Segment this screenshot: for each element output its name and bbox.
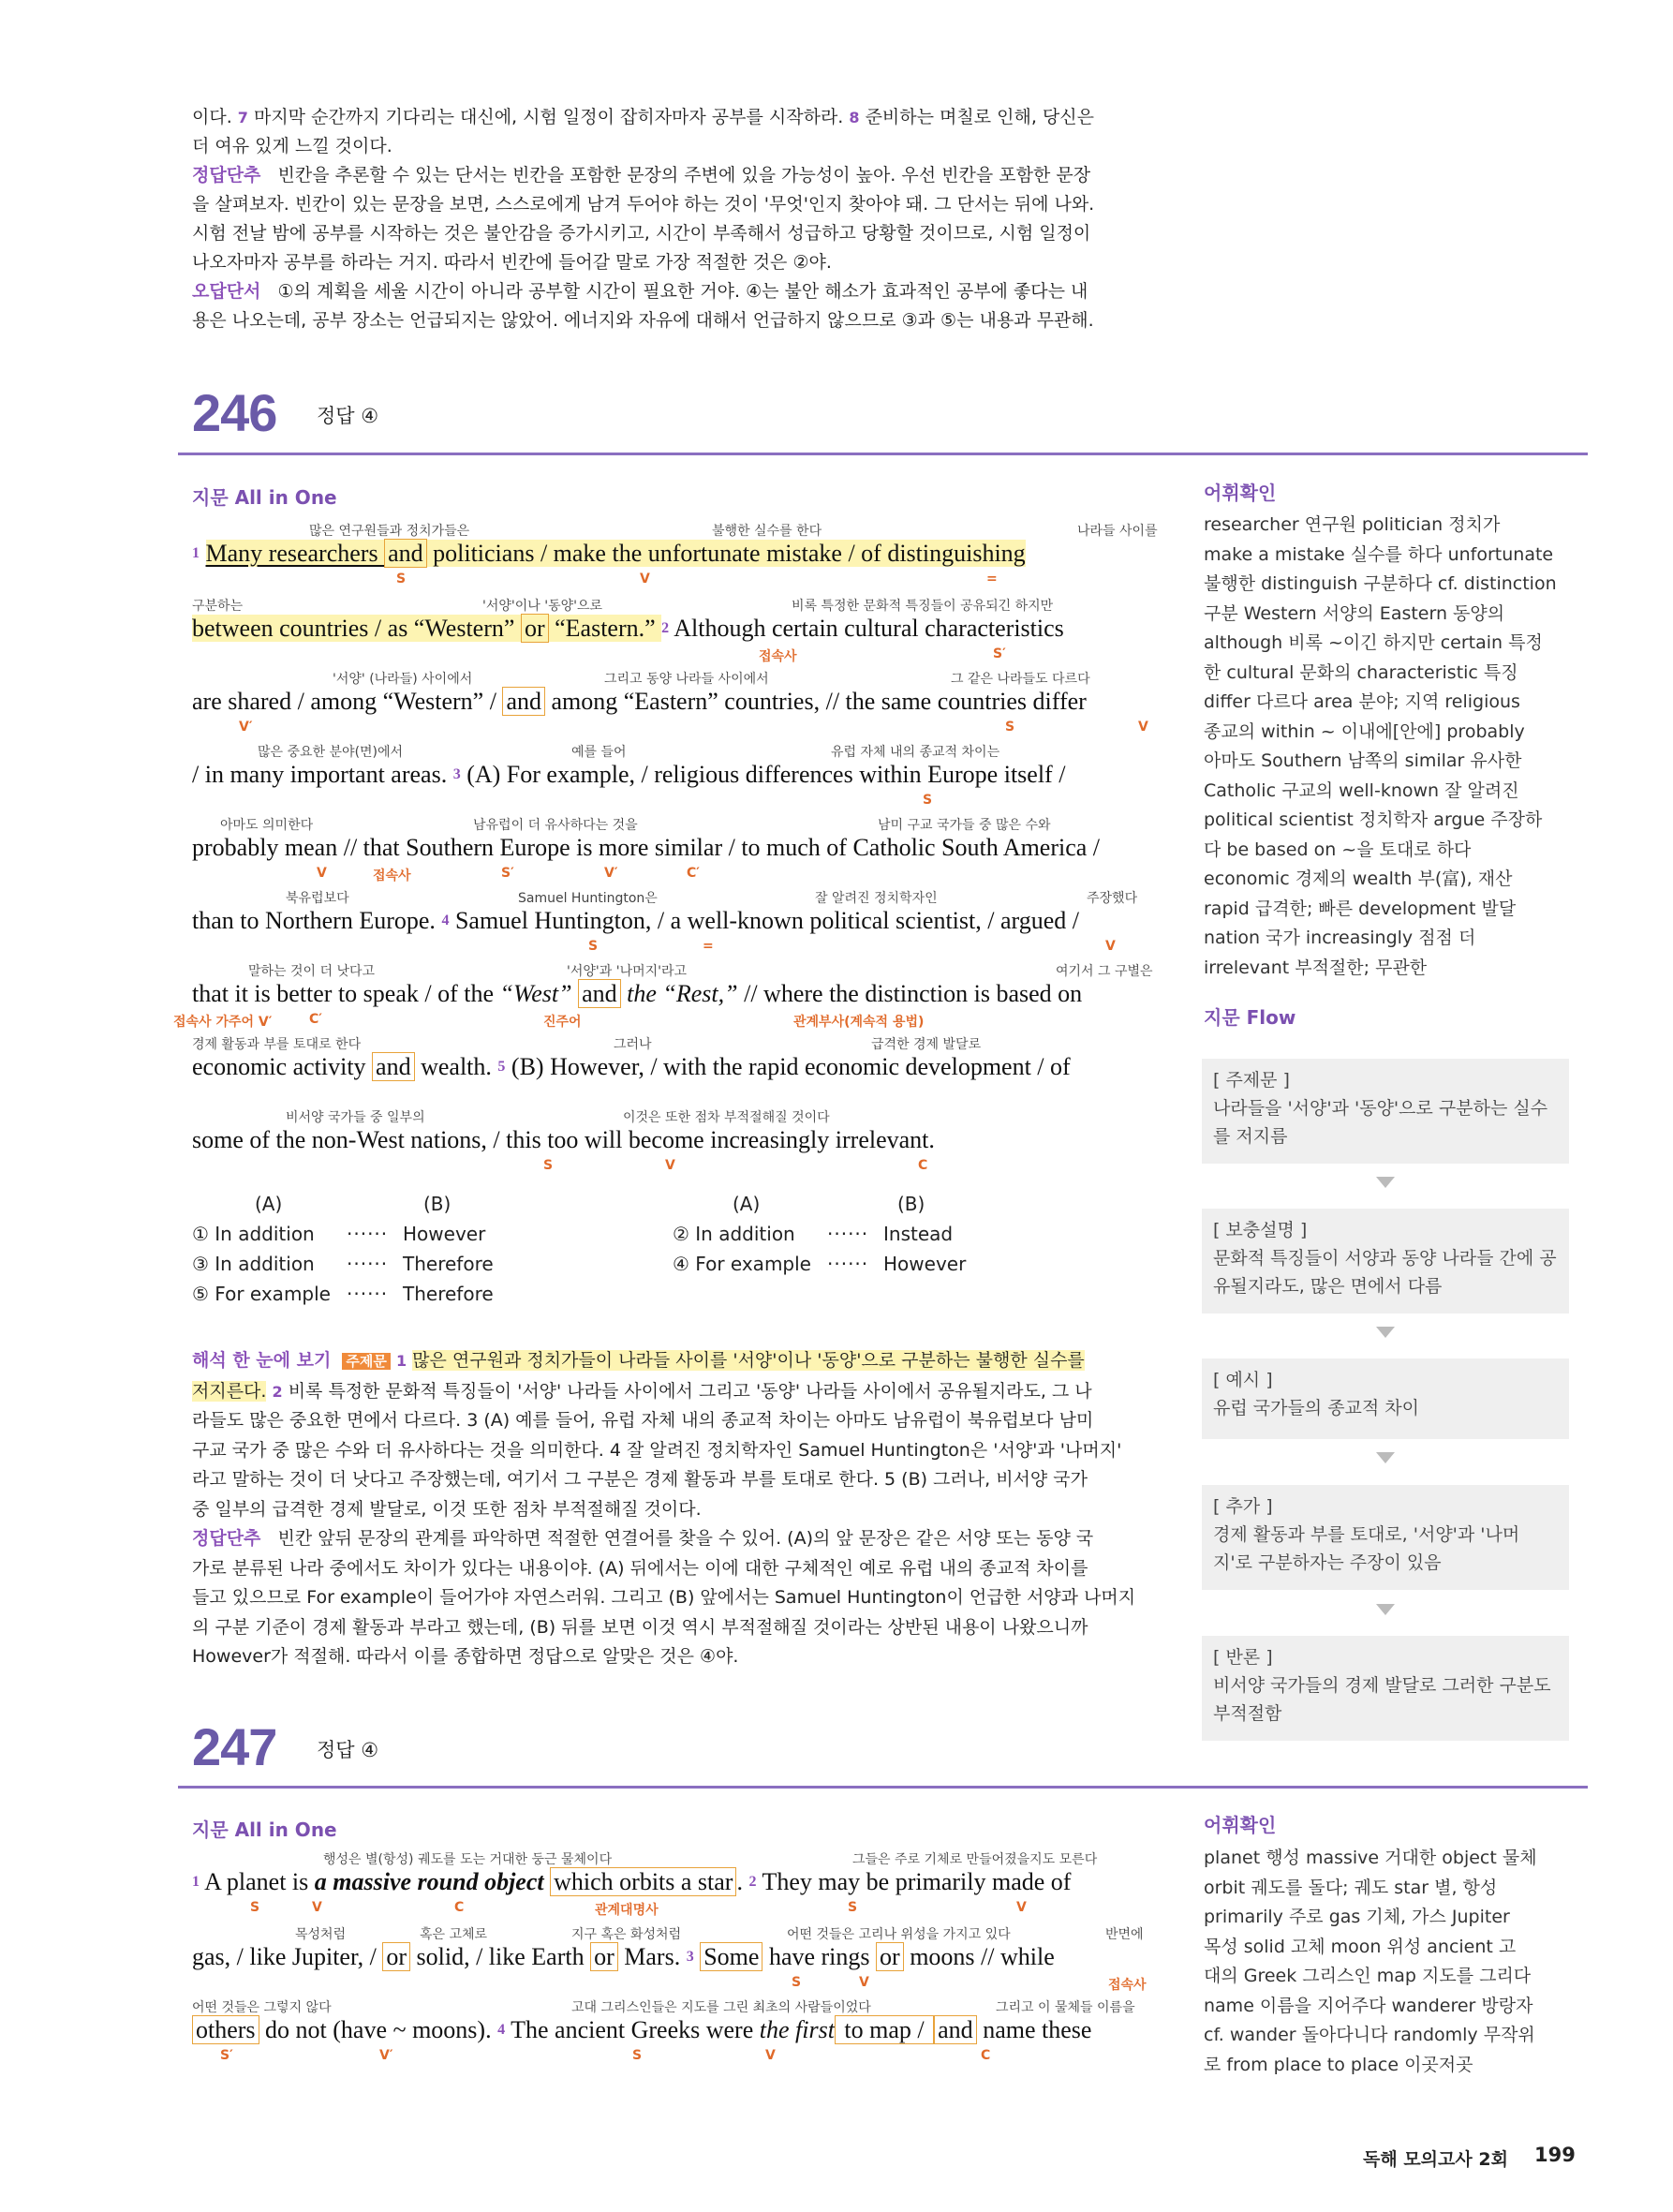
gloss: 남미 구교 국가들 중 많은 수와 [878, 818, 1051, 833]
gloss: 남유럽이 더 유사하다는 것을 [473, 818, 638, 833]
text: They may be primarily made of [756, 1868, 1072, 1895]
sentence-number: 7 [237, 109, 248, 126]
conjunction-box: or [382, 1942, 410, 1971]
down-arrow-icon [1376, 1327, 1395, 1338]
choice-1[interactable] [192, 1223, 486, 1245]
text: ······ [347, 1253, 389, 1275]
text: Therefore [403, 1253, 494, 1275]
text: 을 살펴보자. 빈칸이 있는 문장을 보면, 스스로에게 남겨 두어야 하는 것이 '무엇'인지 찾아야 돼. 그 단서는 뒤에 나와. [192, 194, 1095, 215]
choice-3[interactable] [192, 1253, 494, 1275]
choice-4[interactable] [673, 1253, 967, 1275]
answer-label: 정답 ④ [317, 1739, 379, 1761]
sentence-line [192, 1051, 1071, 1083]
flow-text: 경제 활동과 부를 토대로, '서양'과 '나머지'로 구분하자는 주장이 있음 [1213, 1524, 1520, 1573]
role-label: C [981, 2048, 991, 2063]
flow-text: 문화적 특징들이 서양과 동양 나라들 간에 공유될지라도, 많은 면에서 다름 [1213, 1248, 1557, 1297]
gloss: 그 같은 나라들도 다르다 [951, 672, 1090, 687]
gloss: 경제 활동과 부를 토대로 한다 [192, 1037, 362, 1052]
section-title: 지문 All in One [192, 1819, 337, 1841]
text: Although certain cultural characteristics [669, 615, 1064, 642]
flow-box [1202, 1485, 1569, 1590]
text: wealth. [414, 1053, 498, 1080]
role-label: V [859, 1975, 869, 1990]
passage-246: 많은 연구원들과 정치가들은 불행한 실수를 한다 나라들 사이를 $^1$ Many researchers and politicians / make the unfortunate mistake / of distinguishing S V = 구분하는 '서양'이나 '동양'으로 비록 특정한 문화적 특징들이 공유되긴 하지만 between countries / as “Western” or “Eastern.” $^2$ Although certain cultural characteristics 접속사 S′ '서양' (나라들) 사이에서 그리고 동양 나라들 사이에서 그 같은 나라들도 다르다 are shared / among “Western” / and among “Eastern” countries, // the same countries differ V′ S V 많은 중요한 분야(면)에서 예를 들어 유럽 자체 내의 종교적 차이는 / in many important areas. $^3$ (A) For example, / religious differences within Europe itself / S 아마도 의미한다 남유럽이 더 유사하다는 것을 남미 구교 국가들 중 많은 수와 probably mean // that Southern Europe is more similar / to much of Catholic South America / V 접속사 S′ V′ C′ 북유럽보다 Samuel Huntington은 잘 알려진 정치학자인 주장했다 than to Northern Europe. $^4$ Samuel Huntington, / a well-known political scientist, / argued / S = V 말하는 것이 더 낫다고 '서양'과 '나머지'라고 여기서 그 구별은 that it is better to speak / of the “West” and the “Rest,” // where the distinction is based on 접속사 가주어 V′ C′ 진주어 관계부사(계속적 용법) 경제 활동과 부를 토대로 한다 그러나 급격한 경제 발달로 economic activity and wealth. $^5$ (B) However, / with the rapid economic development / of 비서양 국가들 중 일부의 이것은 또한 점차 부적절해질 것이다 some of the non-West nations, / this too will become increasingly irrelevant. S V C [192, 513, 1176, 1169]
text: 라들도 많은 중요한 면에서 다르다. 3 (A) 예를 들어, 유럽 자체 내의 종교적 차이는 아마도 남유럽이 북유럽보다 남미 [192, 1410, 1094, 1431]
vocab-line: orbit 궤도를 돌다; 궤도 star 별, 항성 [1204, 1877, 1498, 1898]
sentence-number: 4 [441, 913, 450, 928]
text: (A) For example, / religious differences within Europe itself / [460, 761, 1066, 788]
text: ⑤ For example [192, 1283, 331, 1305]
role-label: S′ [993, 646, 1006, 661]
gloss: '서양'이나 '동양'으로 [482, 599, 603, 614]
gloss: 고대 그리스인들은 지도를 그린 최초의 사람들이었다 [571, 2000, 871, 2015]
role-label: 관계부사(계속적 용법) [793, 1015, 925, 1030]
role-label: S [588, 939, 599, 954]
sentence-number: 5 [497, 1059, 506, 1075]
sentence-line: probably mean // that Southern Europe is more similar / to much of Catholic South America / [192, 834, 1101, 861]
text: ① In addition [192, 1223, 315, 1245]
flow-tag: [ 반론 ] [1213, 1647, 1273, 1668]
vocab-line: 다 be based on ~을 토대로 하다 [1204, 839, 1472, 860]
conjunction-box: and [578, 979, 621, 1008]
text: 가로 분류된 나라 중에서도 차이가 있다는 내용이야. (A) 뒤에서는 이에 대한 구체적인 예로 유럽 내의 종교적 차이를 [192, 1557, 1088, 1579]
choice-header: (B) [423, 1193, 452, 1215]
topic-badge: 주제문 [342, 1353, 390, 1370]
sentence-number: 4 [497, 2022, 506, 2038]
text: 많은 연구원과 정치가들이 나라들 사이를 '서양'이나 '동양'으로 구분하는 불행한 실수를 [412, 1350, 1085, 1371]
conjunction-box: and [384, 539, 427, 568]
passage-247 [192, 1844, 1176, 2087]
vocab-line: nation 국가 increasingly 점점 더 [1204, 928, 1476, 948]
gloss: 행성은 별(항성) 궤도를 도는 거대한 둥근 물체이다 [323, 1852, 613, 1867]
vocab-title: 어휘확인 [1204, 1814, 1277, 1836]
gloss: 많은 연구원들과 정치가들은 [309, 524, 470, 539]
gloss: 주장했다 [1087, 891, 1138, 906]
text: / in many important areas. [192, 761, 453, 788]
text: 빈칸을 추론할 수 있는 단서는 빈칸을 포함한 문장의 주변에 있을 가능성이 높아. 우선 빈칸을 포함한 문장 [277, 165, 1091, 186]
text: ② In addition [673, 1223, 795, 1245]
role-label: S′ [501, 866, 514, 881]
divider [178, 1786, 1588, 1789]
vocab-line: 한 cultural 문화의 characteristic 특징 [1204, 661, 1518, 683]
role-label: V′ [239, 720, 253, 735]
text: the first [759, 2016, 835, 2043]
text: 들고 있으므로 For example이 들어가야 자연스러워. 그리고 (B) 앞에서는 Samuel Huntington이 언급한 서양과 나머지 [192, 1587, 1136, 1608]
gloss: 많은 중요한 분야(면)에서 [258, 745, 404, 760]
vocab-line: planet 행성 massive 거대한 object 물체 [1204, 1848, 1537, 1868]
role-label: S′ [220, 2048, 233, 2063]
role-label: S [1005, 720, 1015, 735]
gloss: 불행한 실수를 한다 [712, 524, 822, 539]
text: However [403, 1223, 486, 1245]
conjunction-box: or [876, 1942, 904, 1971]
text: between countries / as “Western” [192, 615, 521, 642]
role-label: 접속사 [759, 649, 797, 664]
page-number: 199 [1534, 2144, 1576, 2166]
wrong-label: 오답단서 [192, 281, 261, 302]
text: 의 구분 기준이 경제 활동과 부라고 했는데, (B) 뒤를 보면 이것 역시 부적절해질 것이라는 상반된 내용이 나왔으니까 [192, 1616, 1088, 1638]
conjunction-box: or [521, 614, 549, 643]
gloss: '서양' (나라들) 사이에서 [333, 672, 473, 687]
text: do not (have ~ moons). [259, 2016, 498, 2043]
role-label: S [923, 793, 933, 808]
text: ······ [347, 1283, 389, 1305]
gloss: 이것은 또한 점차 부적절해질 것이다 [623, 1110, 830, 1125]
summary-block: 해석 한 눈에 보기 주제문 $^1$ 많은 연구원과 정치가들이 나라들 사이를 '서양'이나 '동양'으로 구분하는 불행한 실수를 저지른다. $^2$ 비록 특정한 문화적 특징들이 '서양' 나라들 사이에서 그리고 '동양' 나라들 사이에서 공유될지라도, 그 나 라들도 많은 중요한 면에서 다르다. 3 (A) 예를 들어, 유럽 자체 내의 종교적 차이는 아마도 남유럽이 북유럽보다 남미 구교 국가 중 많은 수와 더 유사하다는 것을 의미한다. 4 잘 알려진 정치학자인 Samuel Huntington은 '서양'과 '나머지' 라고 말하는 것이 더 낫다고 주장했는데, 여기서 그 구분은 경제 활동과 부를 토대로 한다. 5 (B) 그러나, 비서양 국가 중 일부의 급격한 경제 발달로, 이것 또한 점차 부적절해질 것이다. 정답단추 빈칸 앞뒤 문장의 관계를 파악하면 적절한 연결어를 찾을 수 있어. (A)의 앞 문장은 같은 서양 또는 동양 국 가로 분류된 나라 중에서도 차이가 있다는 내용이야. (A) 뒤에서는 이에 대한 구체적인 예로 유럽 내의 종교적 차이를 들고 있으므로 For example이 들어가야 자연스러워. 그리고 (B) 앞에서는 Samuel Huntington이 언급한 서양과 나머지 의 구분 기준이 경제 활동과 부라고 했는데, (B) 뒤를 보면 이것 역시 부적절해질 것이라는 상반된 내용이 나왔으니까 However가 적절해. 따라서 이를 종합하면 정답으로 알맞은 것은 ④야. [192, 1346, 1176, 1672]
text: are shared / among “Western” / [192, 688, 503, 715]
gloss: 아마도 의미한다 [220, 818, 314, 833]
gloss: 어떤 것들은 그렇지 않다 [192, 2000, 332, 2015]
answer-hint-label: 정답단추 [192, 1528, 261, 1549]
vocab-line: economic 경제의 wealth 부(富), 재산 [1204, 868, 1513, 889]
flow-box [1202, 1209, 1569, 1314]
sentence-line [192, 978, 1082, 1010]
role-label: V [1138, 720, 1148, 735]
gloss: 구분하는 [192, 599, 244, 614]
text: economic activity [192, 1053, 373, 1080]
role-label: C [918, 1158, 928, 1173]
text: 나오자마자 공부를 하라는 거지. 따라서 빈칸에 들어갈 말로 가장 적절한 것은 ②야. [192, 252, 832, 273]
sentence-line [192, 905, 1079, 937]
role-label: C′ [687, 866, 700, 881]
choice-header: (A) [733, 1193, 761, 1215]
role-label: V [312, 1900, 322, 1915]
sentence-line [192, 2014, 1091, 2046]
divider [178, 453, 1588, 455]
text: moons // while [903, 1943, 1055, 1970]
vocab-list [1204, 1844, 1588, 2080]
down-arrow-icon [1376, 1177, 1395, 1188]
text: gas, / like Jupiter, / [192, 1943, 383, 1970]
sentence-number: 3 [452, 766, 461, 782]
role-label: S [792, 1975, 802, 1990]
sentence-line [192, 686, 1087, 718]
vocab-line: 아마도 Southern 남쪽의 similar 유사한 [1204, 750, 1522, 771]
role-label: V [665, 1158, 675, 1173]
vocab-line: cf. wander 돌아다니다 randomly 무작위 [1204, 2025, 1535, 2045]
conjunction-box: and [934, 2015, 977, 2044]
text: (B) However, / with the rapid economic development / of [505, 1053, 1071, 1080]
gloss: Samuel Huntington은 [518, 891, 658, 906]
hint-label: 정답단추 [192, 165, 261, 186]
sentence-line [192, 1941, 1055, 1973]
text: solid, / like Earth [410, 1943, 591, 1970]
role-label: V [765, 2048, 776, 2063]
vocab-line: 로 from place to place 이곳저곳 [1204, 2054, 1473, 2075]
gloss: 북유럽보다 [286, 891, 349, 906]
gloss: 반면에 [1105, 1927, 1144, 1942]
role-label: = [703, 939, 714, 954]
gloss: 잘 알려진 정치학자인 [815, 891, 938, 906]
gloss: 목성처럼 [295, 1927, 347, 1942]
choice-2[interactable] [673, 1223, 954, 1245]
text: “Eastern.” [548, 615, 662, 642]
subject-box: Some [700, 1942, 762, 1971]
text: 더 여유 있게 느낄 것이다. [192, 136, 392, 156]
text: 시험 전날 밤에 공부를 시작하는 것은 불안감을 증가시키고, 시간이 부족해서 성급하고 당황할 것이므로, 시험 일정이 [192, 223, 1091, 244]
role-label: V′ [379, 2048, 393, 2063]
choice-header: (B) [897, 1193, 925, 1215]
conjunction-box: and [372, 1052, 415, 1081]
vocab-line: political scientist 정치학자 argue 주장하 [1204, 809, 1543, 830]
text: ······ [347, 1223, 389, 1245]
gloss: 어떤 것들은 고리나 위성을 가지고 있다 [787, 1927, 1011, 1942]
infinitive-box: to map / [835, 2015, 934, 2044]
text: 빈칸 앞뒤 문장의 관계를 파악하면 적절한 연결어를 찾을 수 있어. (A)의 앞 문장은 같은 서양 또는 동양 국 [277, 1528, 1094, 1549]
gloss: 유럽 자체 내의 종교적 차이는 [831, 745, 1000, 760]
down-arrow-icon [1376, 1452, 1395, 1463]
text: 라고 말하는 것이 더 낫다고 주장했는데, 여기서 그 구분은 경제 활동과 부를 토대로 한다. 5 (B) 그러나, 비서양 국가 [192, 1469, 1088, 1490]
sentence-line [192, 613, 1064, 645]
text: Mars. [617, 1943, 687, 1970]
role-label: 진주어 [543, 1015, 582, 1030]
text: 중 일부의 급격한 경제 발달로, 이것 또한 점차 부적절해질 것이다. [192, 1498, 702, 1520]
flow-text: 나라들을 '서양'과 '동양'으로 구분하는 실수를 저지름 [1213, 1098, 1548, 1147]
vocab-line: Catholic 구교의 well-known 잘 알려진 [1204, 779, 1519, 801]
role-label: S [250, 1900, 260, 1915]
text: the “Rest,” [620, 980, 738, 1007]
vocab-line: name 이름을 지어주다 wanderer 방랑자 [1204, 1995, 1533, 2016]
text: than to Northern Europe. [192, 907, 442, 934]
text: ······ [827, 1253, 869, 1275]
text: // where the distinction is based on [737, 980, 1083, 1007]
sentence-line [192, 538, 1026, 570]
text: name these [976, 2016, 1092, 2043]
down-arrow-icon [1376, 1604, 1395, 1615]
relative-clause-box: which orbits a star [550, 1867, 736, 1896]
sentence-line: some of the non-West nations, / this too will become increasingly irrelevant. [192, 1126, 935, 1153]
gloss: 예를 들어 [571, 745, 627, 760]
sentence-number: 2 [748, 1874, 757, 1890]
text: 저지른다. [192, 1380, 267, 1402]
vocab-line: make a mistake 실수를 하다 unfortunate [1204, 543, 1554, 565]
text: . [736, 1868, 749, 1895]
text: ④ For example [673, 1253, 811, 1275]
choice-header: (A) [255, 1193, 283, 1215]
question-number: 246 [192, 383, 277, 442]
text: “West” [499, 980, 572, 1007]
role-label: S [848, 1900, 858, 1915]
text: Samuel Huntington, / a well-known political scientist, / argued / [449, 907, 1079, 934]
gloss: 비서양 국가들 중 일부의 [286, 1110, 425, 1125]
text: 준비하는 며칠로 인해, 당신은 [859, 107, 1094, 127]
vocab-line: 불행한 distinguish 구분하다 cf. distinction [1204, 573, 1557, 594]
question-number: 247 [192, 1717, 277, 1776]
text: a massive round object [314, 1868, 544, 1895]
role-label: 접속사 [1108, 1978, 1147, 1993]
text: Therefore [403, 1283, 494, 1305]
text: 구교 국가 중 많은 수와 더 유사하다는 것을 의미한다. 4 잘 알려진 정치학자인 Samuel Huntington은 '서양'과 '나머지' [192, 1439, 1122, 1461]
text: that it is better to speak / of the [192, 980, 500, 1007]
vocab-line: 종교의 within ~ 이내에[안에] probably [1204, 720, 1525, 742]
vocab-line: 구분 Western 서양의 Eastern 동양의 [1204, 602, 1505, 624]
sentence-line [192, 1866, 1071, 1898]
text: have rings [762, 1943, 877, 1970]
flow-box [1202, 1358, 1569, 1439]
vocab-line: 대의 Greek 그리스인 map 지도를 그리다 [1204, 1966, 1532, 1986]
text: ③ In addition [192, 1253, 315, 1275]
top-text-block [192, 103, 1176, 335]
text: 마지막 순간까지 기다리는 대신에, 시험 일정이 잡히자마자 공부를 시작하라. [247, 107, 850, 127]
flow-box [1202, 1636, 1569, 1741]
sentence-number: 2 [661, 620, 670, 636]
gloss: 급격한 경제 발달로 [871, 1037, 982, 1052]
role-label: C′ [309, 1012, 322, 1027]
text: However가 적절해. 따라서 이를 종합하면 정답으로 알맞은 것은 ④야. [192, 1646, 739, 1667]
flow-tag: [ 보충설명 ] [1213, 1220, 1308, 1240]
sentence-number: 8 [849, 109, 860, 126]
text: ······ [827, 1223, 869, 1245]
role-label: 접속사 [373, 868, 411, 883]
text: 이다. [192, 107, 238, 127]
role-label: 관계대명사 [595, 1903, 659, 1918]
role-label: V′ [604, 866, 618, 881]
role-label: V [1105, 939, 1116, 954]
subject-box: others [192, 2015, 259, 2044]
gloss: 그러나 [614, 1037, 652, 1052]
role-label: S [632, 2048, 643, 2063]
section-title: 지문 All in One [192, 486, 337, 509]
vocab-line: differ 다르다 area 분야; 지역 religious [1204, 691, 1520, 712]
role-label: 접속사 가주어 V′ [173, 1015, 273, 1030]
vocab-line: irrelevant 부적절한; 무관한 [1204, 957, 1428, 978]
text: ①의 계획을 세울 시간이 아니라 공부할 시간이 필요한 거야. ④는 불안 해소가 효과적인 공부에 좋다는 내 [277, 281, 1088, 302]
footer-label: 독해 모의고사 2회 [1363, 2149, 1508, 2170]
vocab-line: 목성 solid 고체 moon 위성 ancient 고 [1204, 1936, 1517, 1957]
conjunction-box: or [590, 1942, 618, 1971]
gloss: 비록 특정한 문화적 특징들이 공유되긴 하지만 [792, 599, 1054, 614]
gloss: '서양'과 '나머지'라고 [567, 964, 688, 979]
flow-box [1202, 1059, 1569, 1164]
flow-text: 비서양 국가들의 경제 발달로 그러한 구분도 부적절함 [1213, 1675, 1551, 1724]
vocab-line: primarily 주로 gas 기체, 가스 Jupiter [1204, 1907, 1510, 1927]
text: Many researchers [205, 540, 385, 567]
text: politicians / make the unfortunate mistake / of distinguishing [426, 540, 1026, 567]
gloss: 그리고 동양 나라들 사이에서 [604, 672, 769, 687]
answer-label: 정답 ④ [317, 405, 379, 427]
text: The ancient Greeks were [505, 2016, 760, 2043]
text: 용은 나오는데, 공부 장소는 언급되지는 않았어. 에너지와 자유에 대해서 언급하지 않으므로 ③과 ⑤는 내용과 무관해. [192, 310, 1094, 331]
conjunction-box: and [502, 687, 545, 716]
text: 비록 특정한 문화적 특징들이 '서양' 나라들 사이에서 그리고 '동양' 나라들 사이에서 공유될지라도, 그 나 [282, 1380, 1092, 1402]
gloss: 말하는 것이 더 낫다고 [248, 964, 376, 979]
flow-text: 유럽 국가들의 종교적 차이 [1213, 1398, 1420, 1418]
text: A planet is [200, 1868, 315, 1895]
gloss: 혹은 고체로 [420, 1927, 488, 1942]
choice-5[interactable] [192, 1283, 494, 1305]
vocab-title: 어휘확인 [1204, 482, 1277, 504]
vocab-line: although 비록 ~이긴 하지만 certain 특정 [1204, 632, 1543, 653]
sentence-line [192, 759, 1065, 791]
gloss: 지구 혹은 화성처럼 [571, 1927, 682, 1942]
role-label: S [543, 1158, 554, 1173]
flow-tag: [ 예시 ] [1213, 1370, 1273, 1390]
flow-title: 지문 Flow [1204, 1006, 1296, 1029]
text: among “Eastern” countries, // the same countries differ [544, 688, 1087, 715]
gloss: 그들은 주로 기체로 만들어졌을지도 모른다 [852, 1852, 1098, 1867]
sentence-number: 1 [192, 545, 200, 561]
role-label: V [317, 866, 327, 881]
flow-tag: [ 추가 ] [1213, 1496, 1273, 1517]
summary-label: 해석 한 눈에 보기 [192, 1350, 332, 1371]
gloss: 여기서 그 구별은 [1056, 964, 1153, 979]
text: Instead [883, 1223, 954, 1245]
gloss: 나라들 사이를 [1077, 524, 1158, 539]
flow-tag: [ 주제문 ] [1213, 1070, 1290, 1091]
vocab-list [1204, 511, 1588, 983]
gloss: 그리고 이 물체들 이름을 [996, 2000, 1135, 2015]
sentence-number: 1 [192, 1874, 200, 1890]
sentence-number: 3 [686, 1949, 694, 1965]
vocab-line: rapid 급격한; 빠른 development 발달 [1204, 898, 1517, 919]
vocab-line: researcher 연구원 politician 정치가 [1204, 514, 1501, 535]
role-label: C [454, 1900, 465, 1915]
text: However [883, 1253, 967, 1275]
role-label: V [1016, 1900, 1027, 1915]
